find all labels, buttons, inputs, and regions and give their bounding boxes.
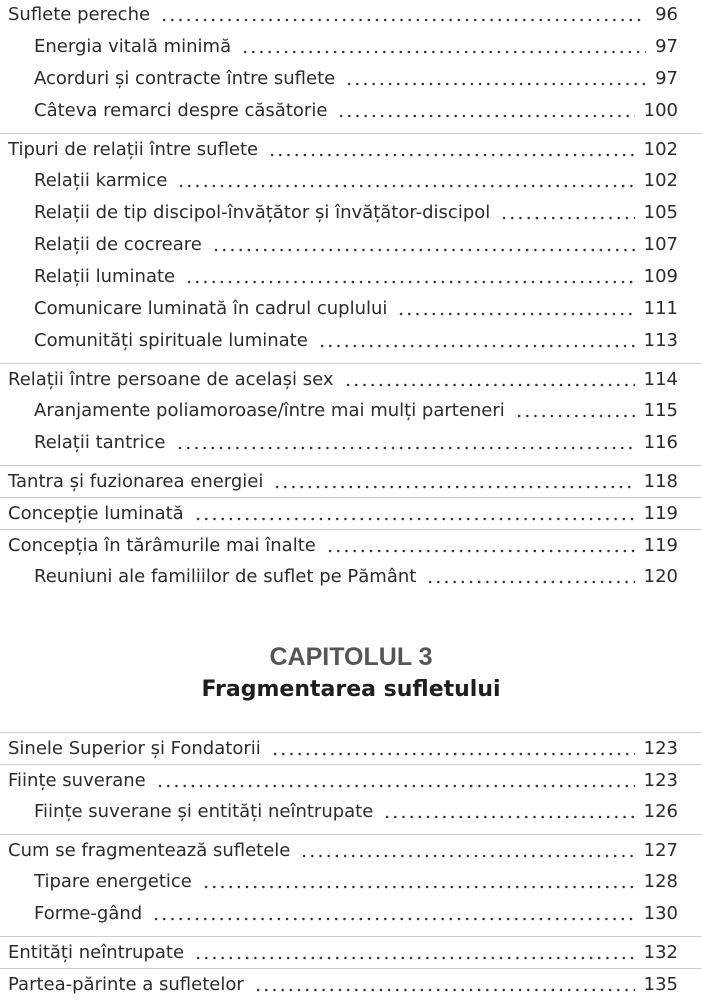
page-number: 119 (643, 503, 678, 524)
subentry-title: Energia vitală minimă (34, 36, 232, 57)
dot-leader (194, 937, 635, 968)
subentry-title: Câteva remarci despre căsătorie (34, 100, 328, 121)
toc-entry (0, 733, 702, 764)
subentry-title: Forme-gând (34, 903, 143, 924)
dot-leader (241, 31, 646, 63)
dot-leader (177, 165, 634, 197)
toc-entry (0, 0, 702, 31)
page-number: 107 (643, 234, 678, 255)
page-number: 114 (643, 369, 678, 390)
subentry-title: Relații luminate (34, 266, 176, 287)
page-number: 123 (643, 738, 678, 759)
entry-title: Concepția în tărâmurile mai înalte (8, 535, 316, 556)
dot-leader (273, 466, 634, 497)
page-number: 120 (643, 566, 678, 587)
toc-entry (0, 134, 702, 165)
subentry-title: Acorduri și contracte între suflete (34, 68, 336, 89)
page-number: 132 (643, 942, 678, 963)
dot-leader (268, 134, 635, 165)
toc-section (0, 465, 702, 497)
toc-subentry (0, 293, 702, 325)
entry-title: Cum se fragmentează sufletele (8, 840, 291, 861)
toc-section (0, 732, 702, 764)
toc-entry (0, 530, 702, 561)
toc-section (0, 497, 702, 529)
toc-subentry (0, 31, 702, 63)
entry-title: Relații între persoane de același sex (8, 369, 334, 390)
page-number: 109 (643, 266, 678, 287)
subentry-title: Comunicare luminată în cadrul cuplului (34, 298, 388, 319)
dot-leader (337, 95, 634, 127)
toc-subentry (0, 395, 702, 427)
entry-title: Partea-părinte a sufletelor (8, 974, 244, 995)
dot-leader (318, 325, 635, 357)
toc-subentry (0, 561, 702, 593)
dot-leader (500, 197, 634, 229)
dot-leader (254, 969, 635, 1000)
entry-title: Concepție luminată (8, 503, 184, 524)
toc-section (0, 834, 702, 936)
dot-leader (152, 898, 634, 930)
page-number: 97 (655, 68, 678, 89)
page-number: 100 (643, 100, 678, 121)
page-number: 135 (643, 974, 678, 995)
page-number: 123 (643, 770, 678, 791)
subentry-title: Relații tantrice (34, 432, 166, 453)
subentry-title: Tipare energetice (34, 871, 192, 892)
toc-subentry (0, 898, 702, 930)
page-number: 119 (643, 535, 678, 556)
subentry-title: Relații karmice (34, 170, 168, 191)
page-number: 128 (643, 871, 678, 892)
chapter-toc-list (0, 732, 702, 1000)
dot-leader (397, 293, 634, 325)
toc-section (0, 529, 702, 599)
subentry-title: Ființe suverane și entități neîntrupate (34, 801, 374, 822)
dot-leader (515, 395, 635, 427)
toc-subentry (0, 427, 702, 459)
dot-leader (212, 229, 635, 261)
entry-title: Tantra și fuzionarea energiei (8, 471, 264, 492)
page-number: 130 (643, 903, 678, 924)
toc-subentry (0, 165, 702, 197)
entry-title: Sinele Superior și Fondatorii (8, 738, 261, 759)
toc-section (0, 133, 702, 363)
dot-leader (176, 427, 635, 459)
page-number: 126 (643, 801, 678, 822)
toc-entry (0, 765, 702, 796)
dot-leader (345, 63, 646, 95)
dot-leader (160, 0, 646, 31)
dot-leader (185, 261, 635, 293)
page-number: 97 (655, 36, 678, 57)
subentry-title: Comunități spirituale luminate (34, 330, 308, 351)
toc-section (0, 363, 702, 465)
dot-leader (326, 530, 635, 561)
page-number: 102 (643, 170, 678, 191)
entry-title: Ființe suverane (8, 770, 146, 791)
page-number: 102 (643, 139, 678, 160)
toc-entry (0, 835, 702, 866)
page-number: 105 (643, 202, 678, 223)
subentry-title: Aranjamente poliamoroase/între mai mulți parteneri (34, 400, 505, 421)
page-number: 111 (643, 298, 678, 319)
toc-subentry (0, 325, 702, 357)
chapter-title: Fragmentarea sufletului (201, 677, 501, 702)
dot-leader (344, 364, 635, 395)
chapter-label: CAPITOLUL 3 (269, 643, 433, 671)
toc-section (0, 936, 702, 968)
toc-entry (0, 364, 702, 395)
page-number: 96 (655, 4, 678, 25)
toc-subentry (0, 261, 702, 293)
page-number: 127 (643, 840, 678, 861)
page-number: 115 (643, 400, 678, 421)
dot-leader (202, 866, 635, 898)
toc-entry (0, 498, 702, 529)
entry-title: Entități neîntrupate (8, 942, 185, 963)
subentry-title: Relații de tip discipol-învățător și învățător-discipol (34, 202, 491, 223)
toc-subentry (0, 63, 702, 95)
dot-leader (426, 561, 634, 593)
toc-section (0, 0, 702, 133)
entry-title: Suflete pereche (8, 4, 151, 25)
toc-subentry (0, 197, 702, 229)
dot-leader (300, 835, 634, 866)
toc-entry (0, 466, 702, 497)
toc-subentry (0, 796, 702, 828)
page-number: 116 (643, 432, 678, 453)
toc-section (0, 764, 702, 834)
dot-leader (156, 765, 635, 796)
toc-subentry (0, 229, 702, 261)
toc-subentry (0, 95, 702, 127)
toc-section (0, 968, 702, 1000)
dot-leader (271, 733, 635, 764)
subentry-title: Reuniuni ale familiilor de suflet pe Pământ (34, 566, 417, 587)
toc-subentry (0, 866, 702, 898)
subentry-title: Relații de cocreare (34, 234, 202, 255)
toc-entry (0, 969, 702, 1000)
entry-title: Tipuri de relații între suflete (8, 139, 259, 160)
toc-entry (0, 937, 702, 968)
page-number: 113 (643, 330, 678, 351)
page-number: 118 (643, 471, 678, 492)
dot-leader (383, 796, 634, 828)
dot-leader (194, 498, 635, 529)
